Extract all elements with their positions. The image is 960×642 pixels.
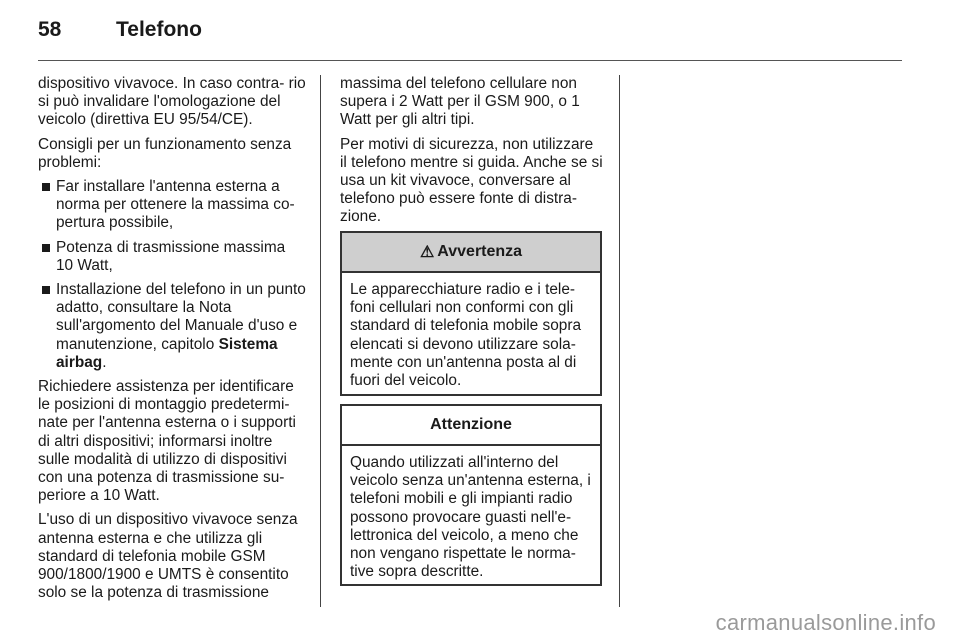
caution-title: Attenzione bbox=[430, 416, 512, 433]
cross-reference-link[interactable]: Sistema airbag bbox=[56, 335, 278, 371]
caution-box bbox=[340, 404, 602, 586]
paragraph-tips-heading: Consigli per un funzionamento senza problemi: bbox=[38, 135, 292, 171]
page-number: 58 bbox=[38, 18, 62, 41]
column-left bbox=[38, 75, 306, 608]
page-header bbox=[38, 18, 202, 48]
list-item: Potenza di trasmissione massima 10 Watt, bbox=[38, 239, 306, 275]
caution-header bbox=[342, 406, 600, 446]
column-divider bbox=[619, 75, 620, 607]
paragraph-power: massima del telefono cellulare non supera i 2 Watt per il GSM 900, o 1 Watt per gli altri tipi. bbox=[340, 75, 580, 129]
list-item: Installazione del telefono in un punto adatto, consultare la Nota sull'argomento del Manuale d'uso e manutenzione, capitolo Sistema airbag. bbox=[38, 281, 306, 372]
warning-box bbox=[340, 231, 602, 396]
header-divider bbox=[38, 60, 902, 61]
caution-text: Quando utilizzati all'interno del veicolo senza un'antenna esterna, i telefoni mobili e gli impianti radio possono provocare guasti nell'e- lettronica del veicolo, a meno che non vengano rispettate le norma- tive sopra descritte. bbox=[350, 454, 591, 581]
watermark: carmanualsonline.info bbox=[715, 610, 936, 635]
paragraph-handsfree: L'uso di un dispositivo vivavoce senza antenna esterna e che utilizza gli standard di telefonia mobile GSM 900/1800/1900 e UMTS è consentito solo se la potenza di trasmissione bbox=[38, 511, 298, 602]
paragraph-assistance: Richiedere assistenza per identificare le posizioni di montaggio predetermi- nate per l'antenna esterna o i supporti di altri dispositivi; informarsi inoltre sulle modalità di utilizzo di dispositivi con una potenza di trasmissione su- periore a 10 Watt. bbox=[38, 378, 296, 505]
paragraph-intro: dispositivo vivavoce. In caso contra- rio si può invalidare l'omologazione del veicolo (direttiva EU 95/54/CE). bbox=[38, 75, 306, 129]
column-middle bbox=[340, 75, 604, 233]
warning-header bbox=[342, 233, 600, 273]
warning-title: Avvertenza bbox=[437, 243, 523, 260]
warning-text: Le apparecchiature radio e i tele- foni cellulari non conformi con gli standard di telefonia mobile sopra elencati si devono utilizzare sola- mente con un'antenna posta al di fuori del veicolo. bbox=[350, 281, 582, 390]
section-title: Telefono bbox=[116, 18, 202, 41]
column-divider bbox=[320, 75, 321, 607]
tips-list bbox=[38, 178, 306, 372]
paragraph-safety: Per motivi di sicurezza, non utilizzare il telefono mentre si guida. Anche se si usa un kit vivavoce, conversare al telefono può essere fonte di distra- zione. bbox=[340, 135, 603, 226]
warning-triangle-icon: ⚠ bbox=[419, 244, 435, 261]
list-item: Far installare l'antenna esterna a norma per ottenere la massima co- pertura possibile, bbox=[38, 178, 306, 233]
